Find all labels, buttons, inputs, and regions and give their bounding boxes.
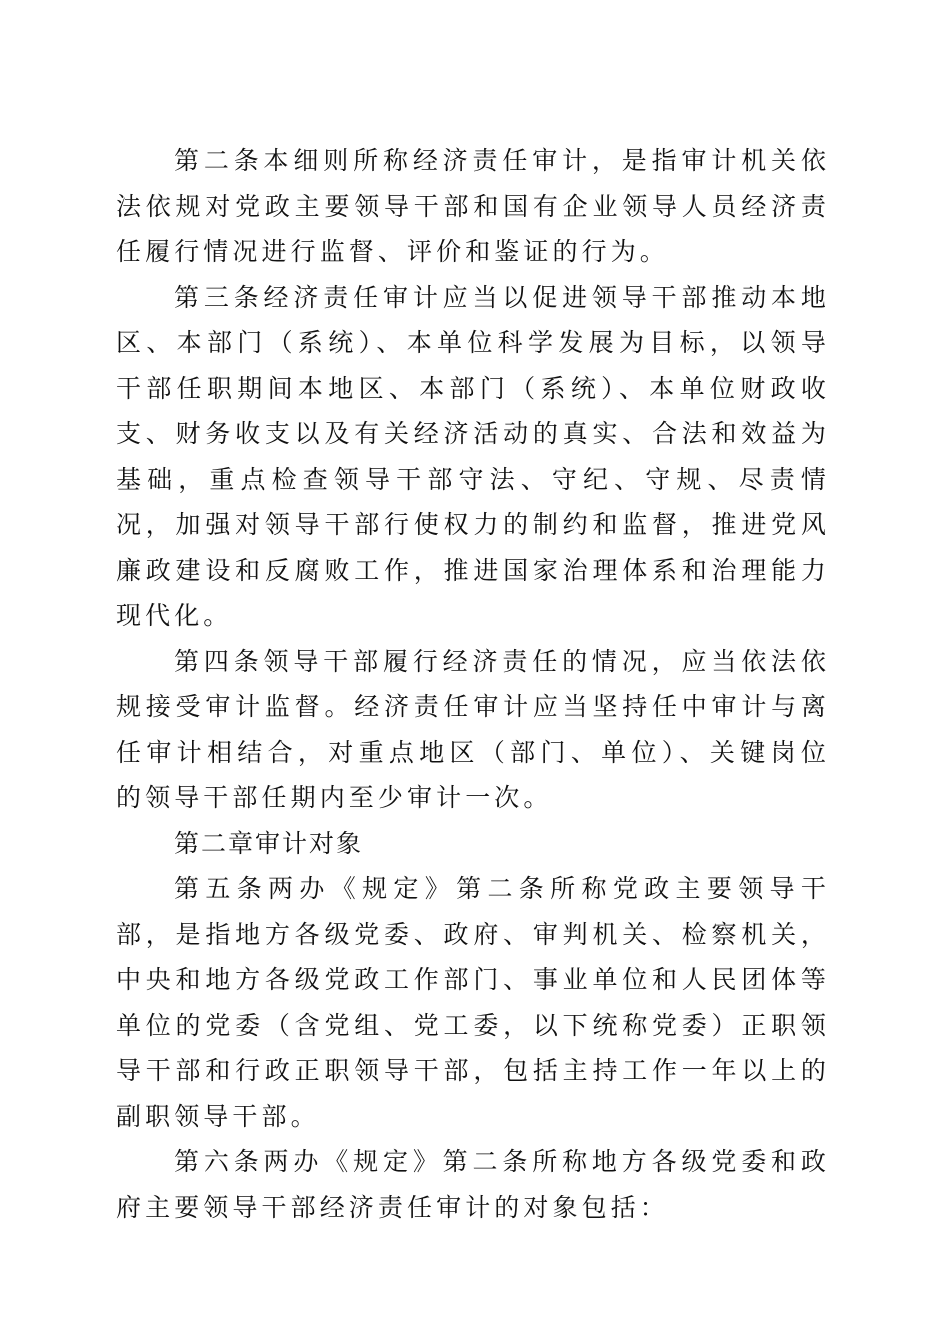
document-page xyxy=(116,138,830,1230)
article-3-paragraph: 第三条经济责任审计应当以促进领导干部推动本地区、本部门（系统）、本单位科学发展为目标，以领导干部任职期间本地区、本部门（系统）、本单位财政收支、财务收支以及有关经济活动的真实、合法和效益为基础，重点检查领导干部守法、守纪、守规、尽责情况，加强对领导干部行使权力的制约和监督，推进党风廉政建设和反腐败工作，推进国家治理体系和治理能力现代化。 xyxy=(116,282,830,630)
article-6-paragraph: 第六条两办《规定》第二条所称地方各级党委和政府主要领导干部经济责任审计的对象包括： xyxy=(116,1147,830,1222)
article-5-paragraph: 第五条两办《规定》第二条所称党政主要领导干部，是指地方各级党委、政府、审判机关、检察机关，中央和地方各级党政工作部门、事业单位和人民团体等单位的党委（含党组、党工委，以下统称党委）正职领导干部和行政正职领导干部，包括主持工作一年以上的副职领导干部。 xyxy=(116,874,830,1131)
chapter-heading: 第二章审计对象 xyxy=(174,828,364,858)
article-4-paragraph: 第四条领导干部履行经济责任的情况，应当依法依规接受审计监督。经济责任审计应当坚持任中审计与离任审计相结合，对重点地区（部门、单位）、关键岗位的领导干部任期内至少审计一次。 xyxy=(116,646,830,812)
article-2-paragraph: 第二条本细则所称经济责任审计，是指审计机关依法依规对党政主要领导干部和国有企业领导人员经济责任履行情况进行监督、评价和鉴证的行为。 xyxy=(116,146,830,266)
